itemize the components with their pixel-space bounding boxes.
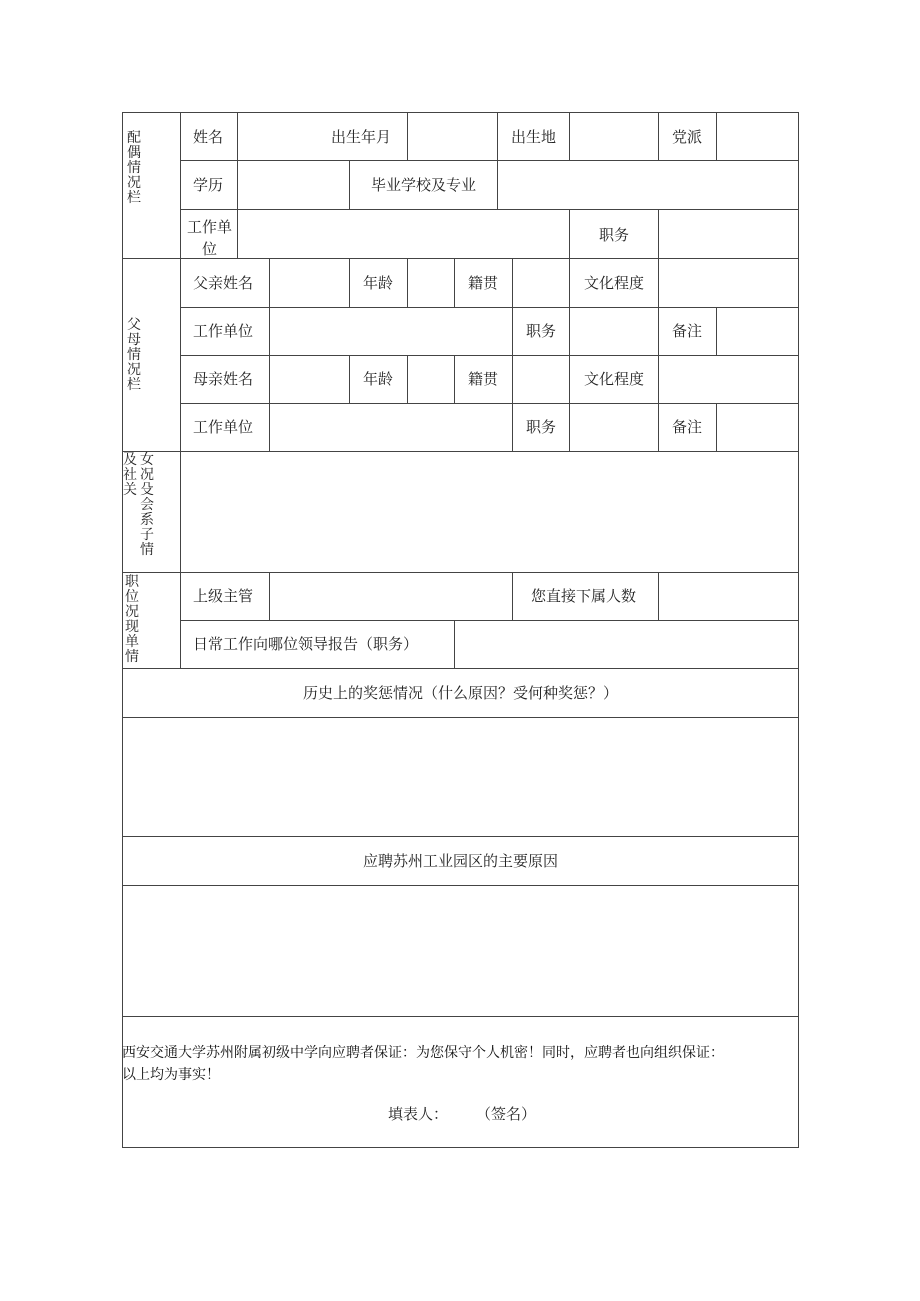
father-employer-field[interactable] (269, 307, 512, 355)
col-divider (349, 355, 350, 403)
col-divider (349, 258, 350, 307)
father-position-field[interactable] (569, 307, 658, 355)
mother-age-label: 年龄 (363, 370, 394, 388)
spouse-education-field[interactable] (237, 160, 349, 209)
mother-education-label: 文化程度 (584, 370, 645, 388)
spouse-birthplace-field[interactable] (569, 112, 658, 160)
awards-title: 历史上的奖惩情况（什么原因？受何种奖惩？） (302, 684, 618, 702)
report-to-label: 日常工作向哪位领导报告（职务） (193, 635, 419, 653)
mother-name-label: 母亲姓名 (193, 370, 254, 388)
supervisor-field[interactable] (269, 572, 512, 620)
subordinates-label: 您直接下属人数 (531, 587, 637, 605)
col-divider (512, 307, 513, 355)
mother-position-field[interactable] (569, 403, 658, 451)
father-name-field[interactable] (269, 258, 349, 307)
awards-field[interactable] (122, 717, 799, 836)
spouse-birth-date-label: 出生年月 (331, 128, 392, 146)
col-divider (180, 112, 181, 668)
spouse-employer-label: 工作单 (187, 218, 233, 236)
spouse-birth-date-field[interactable] (407, 112, 497, 160)
mother-age-field[interactable] (407, 355, 454, 403)
current-job-section-label: 职位况现单情 (125, 574, 139, 665)
father-remarks-field[interactable] (716, 307, 799, 355)
mother-name-field[interactable] (269, 355, 349, 403)
children-section-label-col1: 及社关 (123, 452, 137, 498)
children-relations-field[interactable] (180, 451, 799, 572)
father-name-label: 父亲姓名 (193, 274, 254, 292)
mother-position-label: 职务 (526, 418, 557, 436)
mother-remarks-label: 备注 (672, 418, 703, 436)
signature-field[interactable] (445, 1100, 475, 1128)
spouse-party-label: 党派 (672, 128, 703, 146)
spouse-school-major-label: 毕业学校及专业 (371, 176, 477, 194)
spouse-name-label: 姓名 (193, 128, 224, 146)
col-divider (569, 355, 570, 403)
col-divider (512, 572, 513, 620)
spouse-birthplace-label: 出生地 (511, 128, 557, 146)
signature-label: （签名） (476, 1105, 537, 1123)
spouse-section-label: 配偶情况栏 (127, 130, 141, 206)
reason-field[interactable] (122, 885, 799, 1016)
parents-section-label: 父母情况栏 (127, 317, 141, 393)
reason-title: 应聘苏州工业园区的主要原因 (362, 852, 558, 870)
father-employer-label: 工作单位 (193, 322, 254, 340)
spouse-position-label: 职务 (599, 226, 630, 244)
col-divider (512, 403, 513, 451)
subordinates-field[interactable] (658, 572, 799, 620)
father-education-field[interactable] (658, 258, 799, 307)
father-native-place-field[interactable] (512, 258, 569, 307)
pledge-text: 西安交通大学苏州附属初级中学向应聘者保证：为您保守个人机密！同时，应聘者也向组织保证： (122, 1045, 724, 1061)
col-divider (569, 258, 570, 307)
spouse-employer-field[interactable] (237, 209, 569, 258)
signer-label: 填表人： (388, 1105, 449, 1123)
col-divider (569, 209, 570, 258)
section-divider (122, 668, 799, 669)
father-position-label: 职务 (526, 322, 557, 340)
supervisor-label: 上级主管 (193, 587, 254, 605)
mother-native-place-field[interactable] (512, 355, 569, 403)
mother-employer-label: 工作单位 (193, 418, 254, 436)
col-divider (658, 307, 659, 355)
mother-remarks-field[interactable] (716, 403, 799, 451)
report-to-field[interactable] (454, 620, 799, 668)
section-divider (122, 1016, 799, 1017)
spouse-party-field[interactable] (716, 112, 799, 160)
father-age-field[interactable] (407, 258, 454, 307)
col-divider (454, 355, 455, 403)
mother-native-place-label: 籍贯 (468, 370, 499, 388)
spouse-employer-label-cont: 位 (202, 240, 218, 258)
father-age-label: 年龄 (363, 274, 394, 292)
father-education-label: 文化程度 (584, 274, 645, 292)
section-divider (122, 836, 799, 837)
col-divider (658, 403, 659, 451)
children-section-label-col2: 女况殳会系子情 (140, 452, 154, 558)
pledge-text-cont: 以上均为事实！ (122, 1067, 220, 1083)
spouse-position-field[interactable] (658, 209, 799, 258)
col-divider (349, 160, 350, 209)
father-remarks-label: 备注 (672, 322, 703, 340)
col-divider (454, 258, 455, 307)
spouse-school-major-field[interactable] (497, 160, 799, 209)
mother-education-field[interactable] (658, 355, 799, 403)
mother-employer-field[interactable] (269, 403, 512, 451)
father-native-place-label: 籍贯 (468, 274, 499, 292)
col-divider (658, 112, 659, 160)
spouse-education-label: 学历 (193, 176, 224, 194)
